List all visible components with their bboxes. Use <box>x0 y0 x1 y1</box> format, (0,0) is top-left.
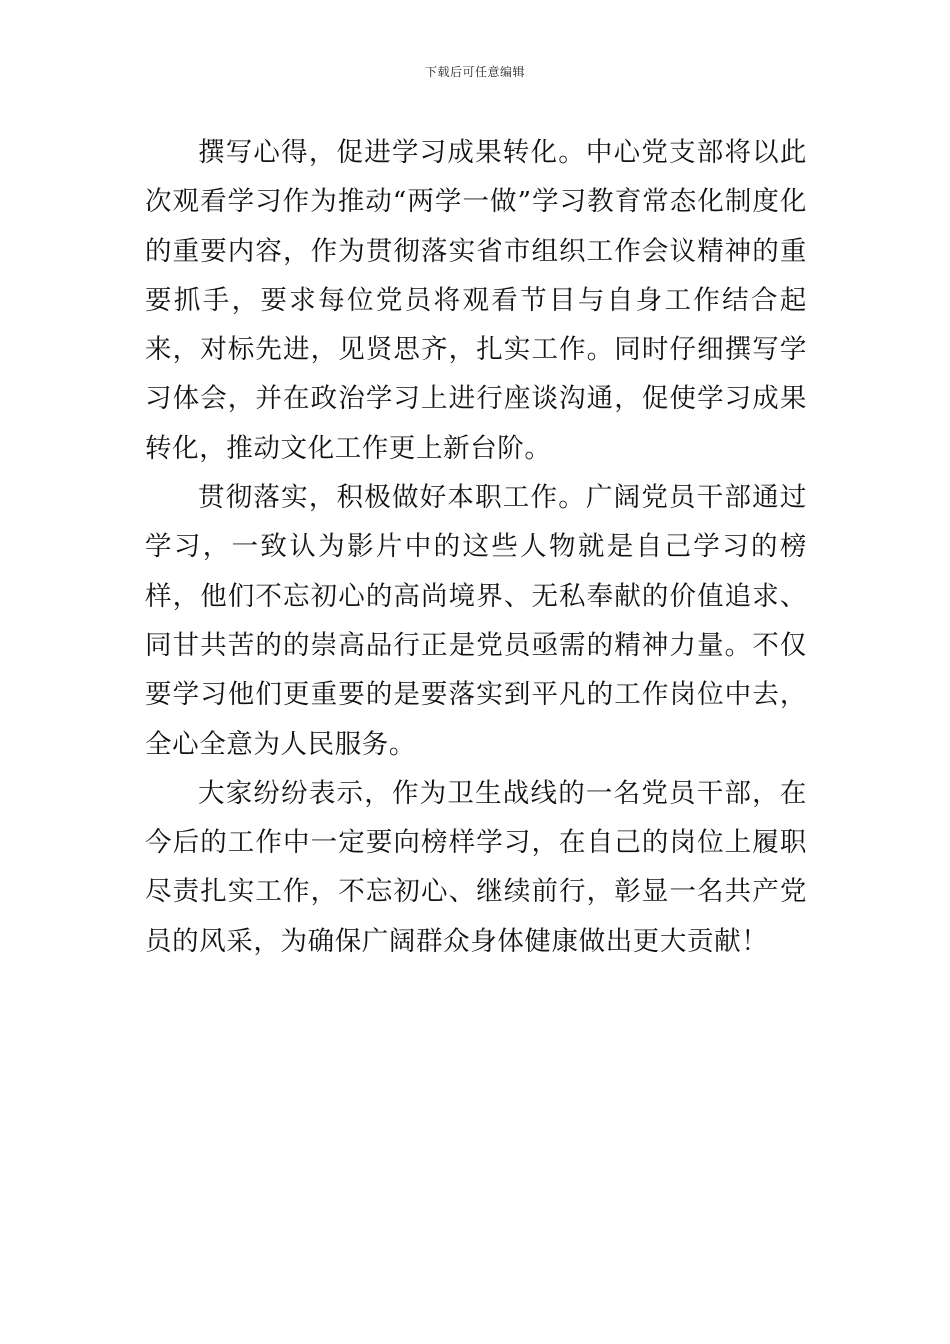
paragraph-3: 大家纷纷表示，作为卫生战线的一名党员干部，在今后的工作中一定要向榜样学习，在自己的岗位上履职尽责扎实工作，不忘初心、继续前行，彰显一名共产党员的风采，为确保广阔群众身体健康做出更大贡献！ <box>145 777 807 957</box>
paragraph-2: 贯彻落实，积极做好本职工作。广阔党员干部通过学习，一致认为影片中的这些人物就是自己学习的榜样，他们不忘初心的高尚境界、无私奉献的价值追求、同甘共苦的的崇高品行正是党员亟需的精神力量。不仅要学习他们更重要的是要落实到平凡的工作岗位中去，全心全意为人民服务。 <box>145 482 807 760</box>
paragraph-1: 撰写心得，促进学习成果转化。中心党支部将以此次观看学习作为推动“两学一做”学习教育常态化制度化的重要内容，作为贯彻落实省市组织工作会议精神的重要抓手，要求每位党员将观看节目与自身工作结合起来，对标先进，见贤思齐，扎实工作。同时仔细撰写学习体会，并在政治学习上进行座谈沟通，促使学习成果转化，推动文化工作更上新台阶。 <box>145 137 807 464</box>
document-body <box>145 128 807 966</box>
page-header-note: 下载后可任意编辑 <box>424 65 525 79</box>
